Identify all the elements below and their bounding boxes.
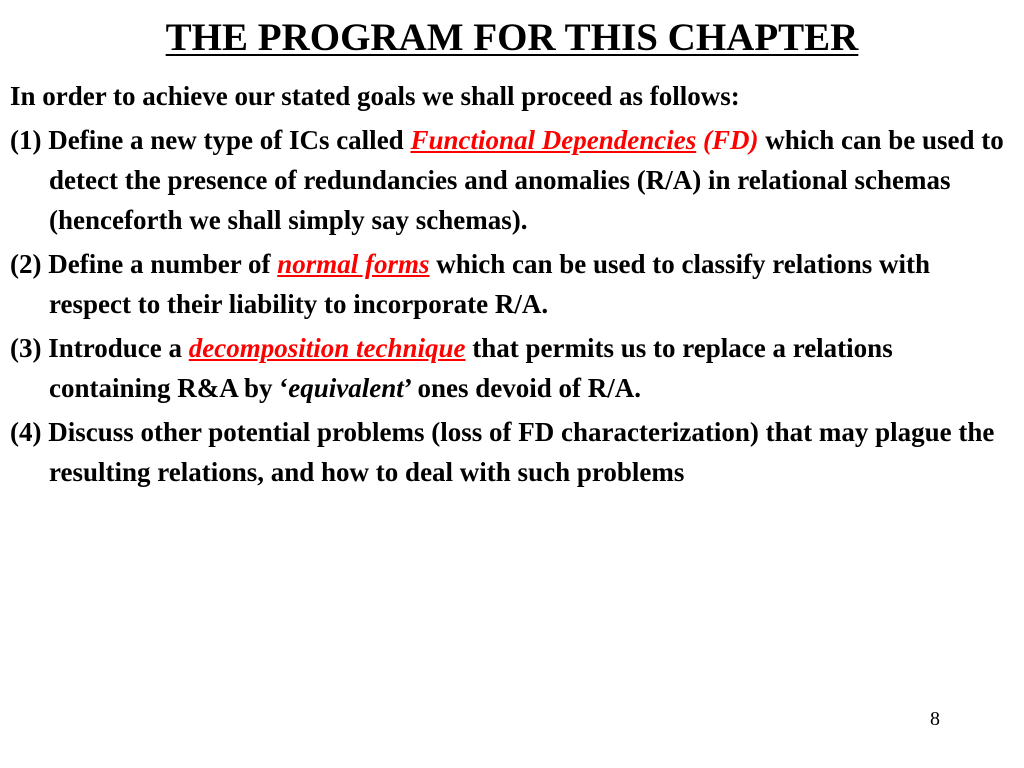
slide-title: THE PROGRAM FOR THIS CHAPTER <box>165 16 859 59</box>
list-item-2 <box>10 244 1010 324</box>
intro-text: In order to achieve our stated goals we shall proceed as follows: <box>10 81 740 111</box>
term-normal-forms: normal forms <box>277 249 430 279</box>
list-item-4: (4) Discuss other potential problems (loss of FD characterization) that may plague the resulting relations, and how to deal with such problems <box>10 417 995 487</box>
term-decomposition-technique: decomposition technique <box>188 333 466 363</box>
item-1-after: which can be used to detect the presence of redundancies and anomalies (R/A) in relational schemas (henceforth we shall simply say schemas). <box>49 125 1004 235</box>
term-equivalent: equivalent <box>288 373 404 403</box>
item-3-after2: ’ ones devoid of R/A. <box>403 373 642 403</box>
term-functional-dependencies: Functional Dependencies <box>410 125 697 155</box>
list-item-3 <box>10 328 1010 408</box>
item-1-before: (1) Define a new type of ICs called <box>10 125 411 155</box>
page-number: 8 <box>930 708 940 730</box>
term-fd-abbrev: (FD) <box>696 125 759 155</box>
list-item-1 <box>10 120 1010 240</box>
slide-body <box>10 76 1010 496</box>
item-3-before: (3) Introduce a <box>10 333 189 363</box>
item-3-after: that permits us to replace a relations containing R&A by ‘ <box>49 333 893 403</box>
item-2-after: which can be used to classify relations with respect to their liability to incorporate R/A. <box>49 249 931 319</box>
item-2-before: (2) Define a number of <box>10 249 278 279</box>
